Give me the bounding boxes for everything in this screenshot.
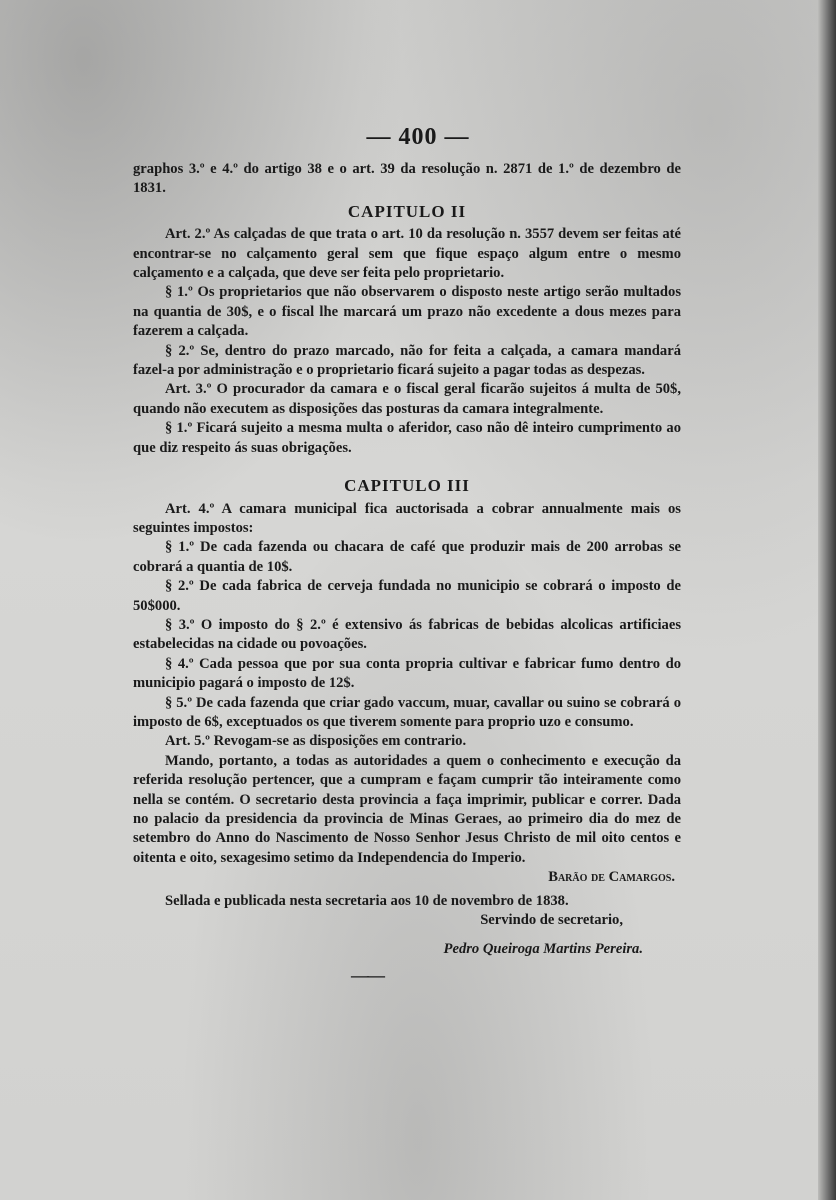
chapter-2-paragraph: § 1.º Ficará sujeito a mesma multa o aferidor, caso não dê inteiro cumprimento ao que diz respeito ás suas obrigações.	[133, 420, 681, 456]
serving-secretary: Servindo de secretario,	[480, 912, 623, 929]
signature-baron: Barão de Camargos.	[548, 869, 675, 886]
closing-ornament: ——	[351, 964, 383, 985]
page-number: — 400 —	[366, 124, 470, 150]
chapter-3-paragraph: § 3.º O imposto do § 2.º é extensivo ás fabricas de bebidas alcolicas artificiaes estabelecidas na cidade ou povoações.	[133, 616, 681, 653]
chapter-2-heading: CAPITULO II	[347, 201, 467, 221]
chapter-2-paragraph: § 2.º Se, dentro do prazo marcado, não for feita a calçada, a camara mandará fazel-a por administração e o proprietario ficará sujeito a pagar todas as despezas.	[133, 342, 681, 379]
chapter-3-paragraph: § 4.º Cada pessoa que por sua conta propria cultivar e fabricar fumo dentro do municipio pagará o imposto de 12$.	[133, 655, 681, 692]
chapter-3-heading: CAPITULO III	[344, 476, 470, 496]
chapter-3-paragraph: Art. 5.º Revogam-se as disposições em contrario.	[165, 733, 467, 750]
chapter-3-paragraph: § 5.º De cada fazenda que criar gado vaccum, muar, cavallar ou suino se cobrará o imposto de 6$, exceptuados os que tiverem somente para proprio uzo e consumo.	[133, 694, 681, 730]
paragraph-top-0: graphos 3.º e 4.º do artigo 38 e o art. 39 da resolução n. 2871 de 1.º de dezembro de 1831.	[133, 161, 681, 197]
document-body	[133, 160, 681, 985]
chapter-3-paragraph: Art. 4.º A camara municipal fica auctorisada a cobrar annualmente mais os seguintes impostos:	[133, 500, 681, 536]
chapter-2-paragraph: Art. 2.º As calçadas de que trata o art. 10 da resolução n. 3557 devem ser feitas até encontrar-se no calçamento geral sem que fique espaço algum entre o mesmo calçamento e a calçada, que deve ser feita pelo proprietario.	[133, 226, 681, 282]
page-edge-shadow	[818, 0, 836, 1200]
sealed-statement: Sellada e publicada nesta secretaria aos 10 de novembro de 1838.	[165, 892, 569, 909]
chapter-2-paragraph: § 1.º Os proprietarios que não observarem o disposto neste artigo serão multados na quantia de 30$, e o fiscal lhe marcará um prazo não excedente a dous mezes para fazerem a calçada.	[133, 284, 681, 340]
signer-name: Pedro Queiroga Martins Pereira.	[443, 941, 643, 958]
chapter-3-paragraph: § 1.º De cada fazenda ou chacara de café que produzir mais de 200 arrobas se cobrará a quantia de 10$.	[133, 539, 681, 575]
chapter-3-paragraph: Mando, portanto, a todas as autoridades a quem o conhecimento e execução da referida resolução pertencer, que a cumpram e façam cumprir tão inteiramente como nella se contém. O secretario desta provincia a faça imprimir, publicar e correr. Dada no palacio da presidencia da provincia de Minas Geraes, ao primeiro dia do mez de setembro do Anno do Nascimento de Nosso Senhor Jesus Christo de mil oito centos e oitenta e oito, sexagesimo setimo da Independencia do Imperio.	[133, 752, 681, 866]
chapter-3-paragraph: § 2.º De cada fabrica de cerveja fundada no municipio se cobrará o imposto de 50$000.	[133, 578, 681, 614]
chapter-2-paragraph: Art. 3.º O procurador da camara e o fiscal geral ficarão sujeitos á multa de 50$, quando não executem as disposições das posturas da camara integralmente.	[133, 381, 681, 417]
